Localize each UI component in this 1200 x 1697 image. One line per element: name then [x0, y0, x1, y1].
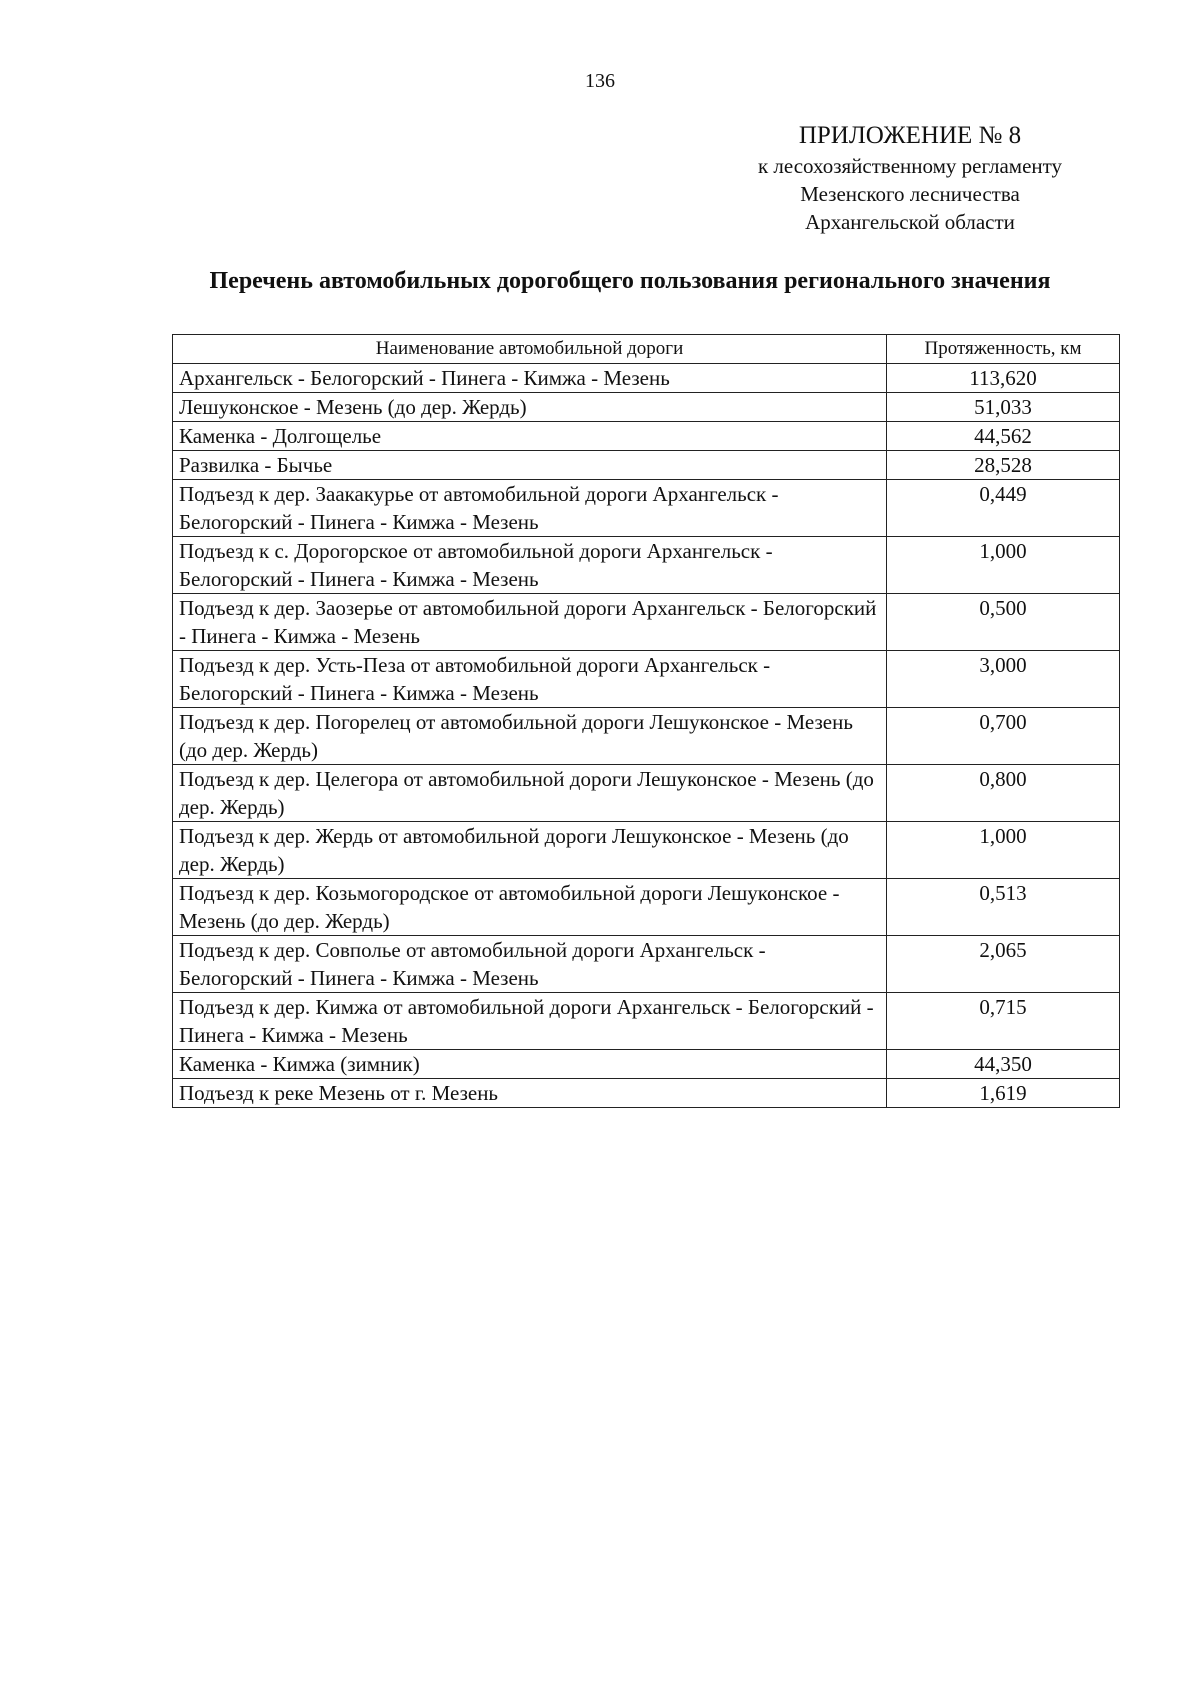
road-length-cell: 0,513 [887, 879, 1120, 936]
table-header-row [173, 335, 1120, 364]
road-length-cell: 0,500 [887, 594, 1120, 651]
road-length-cell: 0,800 [887, 765, 1120, 822]
table-row [173, 879, 1120, 936]
road-name-cell: Подъезд к с. Дорогорское от автомобильной дороги Архангельск - Белогорский - Пинега - Кимжа - Мезень [173, 537, 887, 594]
road-name-cell: Лешуконское - Мезень (до дер. Жердь) [173, 393, 887, 422]
road-name-cell: Подъезд к дер. Совполье от автомобильной дороги Архангельск - Белогорский - Пинега - Кимжа - Мезень [173, 936, 887, 993]
road-name-cell: Развилка - Бычье [173, 451, 887, 480]
appendix-title: ПРИЛОЖЕНИЕ № 8 [798, 122, 1022, 149]
road-name-cell: Архангельск - Белогорский - Пинега - Кимжа - Мезень [173, 364, 887, 393]
road-length-cell: 1,619 [887, 1079, 1120, 1108]
table-row [173, 594, 1120, 651]
header-road-name: Наименование автомобильной дороги [173, 335, 887, 364]
road-length-cell: 44,562 [887, 422, 1120, 451]
road-length-cell: 2,065 [887, 936, 1120, 993]
road-length-cell: 1,000 [887, 822, 1120, 879]
table-row [173, 451, 1120, 480]
table-row [173, 1079, 1120, 1108]
table-row [173, 936, 1120, 993]
table-row [173, 993, 1120, 1050]
road-length-cell: 1,000 [887, 537, 1120, 594]
table-row [173, 651, 1120, 708]
table-body [173, 364, 1120, 1108]
appendix-line-2: Мезенского лесничества [800, 182, 1020, 206]
table-row [173, 480, 1120, 537]
road-length-cell: 3,000 [887, 651, 1120, 708]
page-number: 136 [585, 70, 615, 92]
road-name-cell: Подъезд к реке Мезень от г. Мезень [173, 1079, 887, 1108]
road-length-cell: 28,528 [887, 451, 1120, 480]
road-length-cell: 0,700 [887, 708, 1120, 765]
road-length-cell: 113,620 [887, 364, 1120, 393]
table-row [173, 765, 1120, 822]
road-name-cell: Подъезд к дер. Козьмогородское от автомобильной дороги Лешуконское - Мезень (до дер. Жердь) [173, 879, 887, 936]
table-row [173, 364, 1120, 393]
document-title: Перечень автомобильных дорогобщего пользования регионального значения [209, 268, 1051, 294]
road-length-cell: 0,449 [887, 480, 1120, 537]
road-name-cell: Подъезд к дер. Кимжа от автомобильной дороги Архангельск - Белогорский - Пинега - Кимжа - Мезень [173, 993, 887, 1050]
appendix-line-3: Архангельской области [805, 210, 1015, 234]
roads-table [172, 334, 1120, 1108]
road-name-cell: Подъезд к дер. Заакакурье от автомобильной дороги Архангельск - Белогорский - Пинега - Кимжа - Мезень [173, 480, 887, 537]
table-row [173, 537, 1120, 594]
road-name-cell: Подъезд к дер. Погорелец от автомобильной дороги Лешуконское - Мезень (до дер. Жердь) [173, 708, 887, 765]
table-row [173, 393, 1120, 422]
road-length-cell: 0,715 [887, 993, 1120, 1050]
header-length: Протяженность, км [887, 335, 1120, 364]
road-name-cell: Каменка - Кимжа (зимник) [173, 1050, 887, 1079]
table-row [173, 708, 1120, 765]
road-length-cell: 44,350 [887, 1050, 1120, 1079]
appendix-line-1: к лесохозяйственному регламенту [757, 154, 1063, 178]
road-name-cell: Подъезд к дер. Усть-Пеза от автомобильной дороги Архангельск - Белогорский - Пинега - Кимжа - Мезень [173, 651, 887, 708]
table-row [173, 1050, 1120, 1079]
road-name-cell: Подъезд к дер. Целегора от автомобильной дороги Лешуконское - Мезень (до дер. Жердь) [173, 765, 887, 822]
road-length-cell: 51,033 [887, 393, 1120, 422]
road-name-cell: Подъезд к дер. Заозерье от автомобильной дороги Архангельск - Белогорский - Пинега - Кимжа - Мезень [173, 594, 887, 651]
appendix-block [700, 120, 1120, 236]
table-row [173, 822, 1120, 879]
road-name-cell: Подъезд к дер. Жердь от автомобильной дороги Лешуконское - Мезень (до дер. Жердь) [173, 822, 887, 879]
road-name-cell: Каменка - Долгощелье [173, 422, 887, 451]
table-row [173, 422, 1120, 451]
